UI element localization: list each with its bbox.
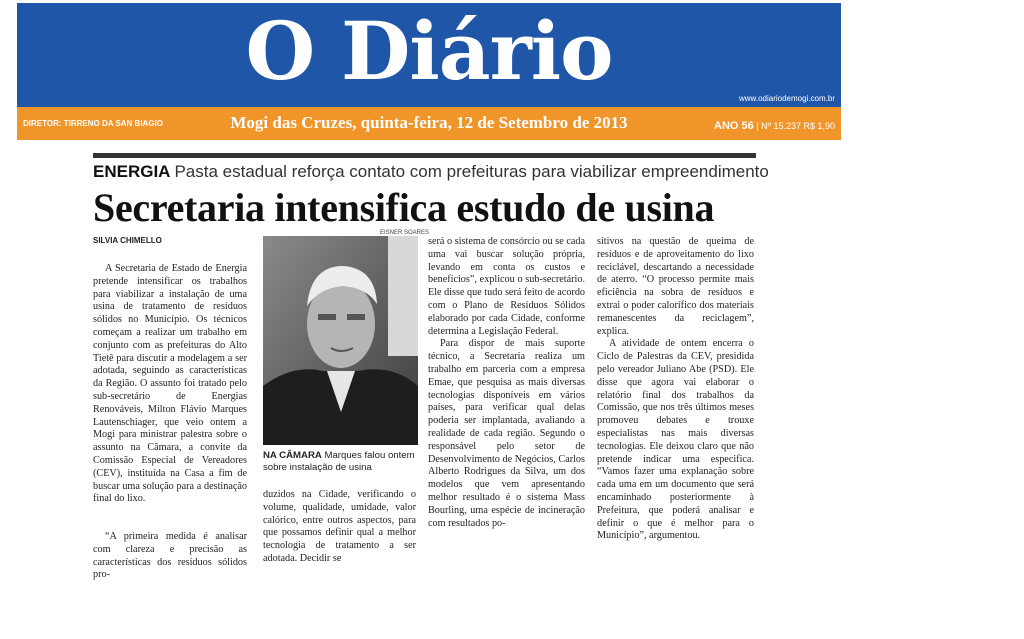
caption-lead: NA CÂMARA	[263, 450, 322, 461]
edition-info	[714, 120, 835, 132]
caption-text: Marques falou ontem sobre instalação de usina	[263, 450, 415, 473]
article-column-1	[93, 263, 247, 506]
date-bar	[17, 107, 841, 140]
section-label: ENERGIA	[93, 162, 171, 181]
kicker	[93, 162, 769, 182]
director-credit: DIRETOR: TIRRENO DA SAN BIAGIO	[23, 119, 164, 128]
paragraph: duzidos na Cidade, verificando o volume, qualidade, umidade, valor calórico, entre outros aspectos, para que possamos definir qual a melhor tecnologia de tratamento a ser adotada. Decidir se	[263, 489, 416, 564]
paragraph: Para dispor de mais suporte técnico, a Secretaria realiza um trabalho em parceria com a empresa Emae, que pesquisa as mais diversas tecnologias disponíveis em vários países, para verificar qual delas poderia ser implantada, avaliando a realidade de cada região. Segundo o responsável pelo setor de Desenvolvimento de Negócios, Carlos Alberto Rodrigues da Silva, um dos modelos que vem apresentando melhor resultado é o sistema Mass Bourling, uma espécie de incineração com resultados po-	[428, 338, 585, 529]
photo-caption	[263, 450, 423, 474]
masthead	[17, 3, 841, 107]
article-photo	[263, 236, 418, 445]
kicker-text: Pasta estadual reforça contato com prefeituras para viabilizar empreendimento	[174, 162, 769, 181]
paragraph: A atividade de ontem encerra o Ciclo de Palestras da CEV, presidida pelo vereador Juliano Abe (PSD). Ele disse que agora vai elaborar o relatório final dos trabalhos da Comissão, que nos três últimos meses promoveu debates e trouxe especialistas nas mais diversas tecnologias. Ele deixou claro que não pretende indicar uma especifica. “Vamos fazer uma explanação sobre cada uma em um documento que será encaminhado posteriormente à Prefeitura, que poderá analisar e definir o que é melhor para o Município”, argumentou.	[597, 338, 754, 542]
edition-number: | Nº 15.237 R$ 1,90	[756, 121, 835, 131]
article-column-4	[597, 236, 754, 543]
article-column-1-cont	[93, 531, 247, 582]
paragraph: será o sistema de consórcio ou se cada uma vai buscar solução própria, levando em conta os custos e benefícios”, explicou o sub-secretário. Ele disse que tudo será feito de acordo com o Plano de Resíduos Sólidos elaborado por cada Cidade, conforme determina a Legislação Federal.	[428, 236, 586, 337]
paragraph: sitivos na questão de queima de resíduos e de aproveitamento do lixo reciclável, descartando a necessidade de aterro. “O processo permite mais eficiência na sobra de resíduos e extrai o poder calorífico dos materiais remanescentes da reciclagem”, explica.	[597, 236, 754, 337]
section-rule	[93, 153, 756, 158]
article-column-2	[263, 489, 416, 566]
portrait-illustration	[263, 236, 418, 445]
paragraph: A Secretaria de Estado de Energia pretende intensificar os trabalhos para viabilizar a instalação de uma usina de tratamento de resíduos sólidos no Município. Os técnicos começam a realizar um trabalho em conjunto com as prefeituras do Alto Tietê para discutir a modelagem a ser adotada, seguindo as características da Região. O assunto foi tratado pelo sub-secretário de Energias Renováveis, Milton Flávio Marques Lautenschiager, que veio ontem a Mogi para ministrar palestra sobre o assunto na Câmara, a convite da Comissão Especial de Vereadores (CEV), instituída na Casa a fim de buscar uma solução para a destinação final do lixo.	[93, 263, 247, 505]
byline: SILVIA CHIMELLO	[93, 236, 162, 245]
edition-year: ANO 56	[714, 120, 754, 132]
paragraph: “A primeira medida é analisar com clareza e precisão as características dos resíduos sólidos pro-	[93, 531, 247, 581]
website-url: www.odiariodemogi.com.br	[738, 94, 835, 103]
newspaper-logo: O Diário	[245, 4, 613, 98]
photo-credit: EISNER SOARES	[380, 230, 430, 236]
headline: Secretaria intensifica estudo de usina	[93, 185, 715, 230]
article-column-3	[428, 236, 585, 530]
dateline: Mogi das Cruzes, quinta-feira, 12 de Setembro de 2013	[230, 113, 628, 132]
